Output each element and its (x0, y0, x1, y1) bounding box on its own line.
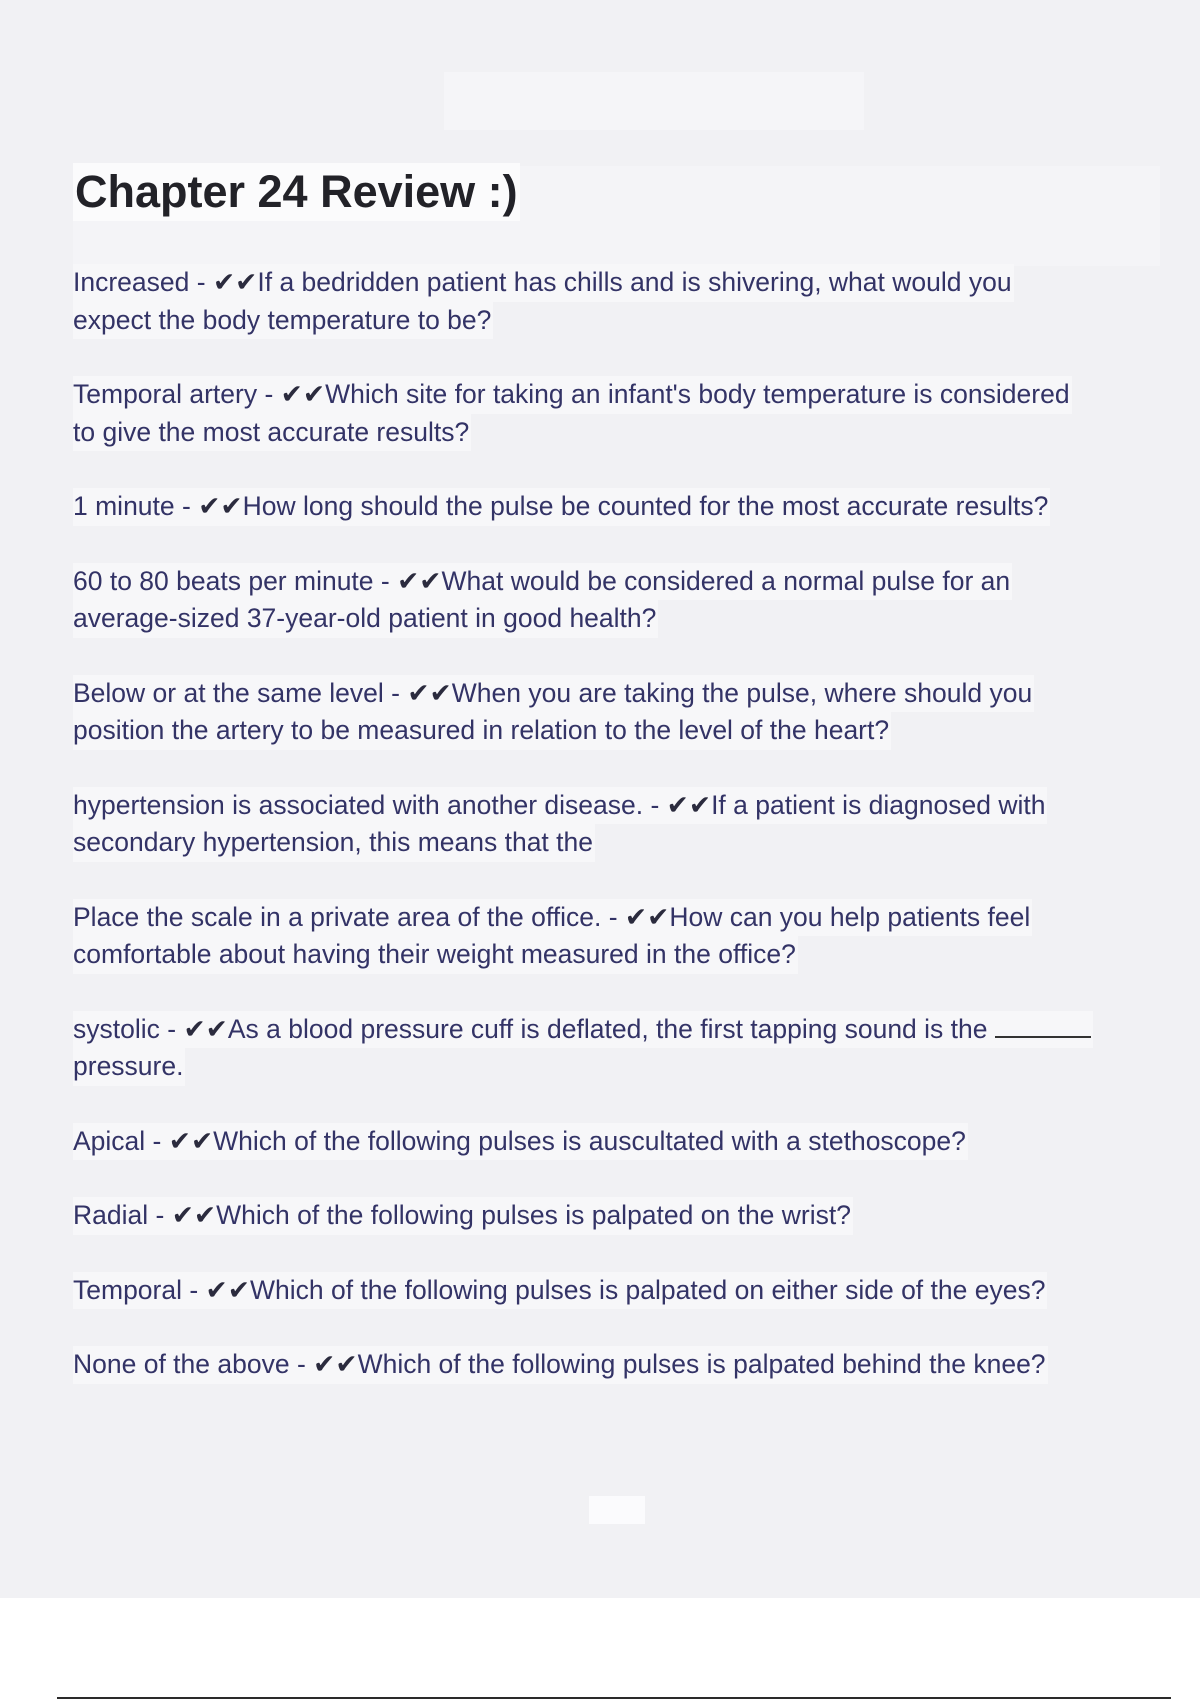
answer-text: Apical - (73, 1125, 169, 1156)
fill-in-blank (995, 1014, 1091, 1038)
qa-line (73, 675, 1034, 713)
question-text: If a bedridden patient has chills and is shivering, what would you (257, 267, 1012, 297)
question-text: When you are taking the pulse, where should you (451, 677, 1033, 708)
checkmark-icon: ✔✔ (205, 1274, 250, 1305)
qa-item (73, 1123, 1173, 1161)
header-placeholder (444, 72, 864, 130)
qa-line (73, 563, 1012, 601)
answer-text: Below or at the same level - (73, 677, 408, 708)
qa-list (73, 264, 1173, 1421)
qa-line (73, 1346, 1048, 1384)
qa-text: pressure. (73, 1051, 184, 1081)
question-text: Which of the following pulses is palpated behind the knee? (357, 1349, 1046, 1379)
qa-line (73, 302, 493, 340)
qa-line (73, 787, 1047, 825)
checkmark-icon: ✔✔ (183, 1013, 228, 1044)
qa-line (73, 414, 471, 452)
checkmark-icon: ✔✔ (198, 491, 243, 521)
qa-text: secondary hypertension, this means that the (73, 827, 593, 857)
checkmark-icon: ✔✔ (407, 677, 452, 708)
question-text: Which of the following pulses is palpated on either side of the eyes? (249, 1274, 1046, 1305)
qa-text: average-sized 37-year-old patient in good health? (73, 603, 657, 633)
qa-item (73, 675, 1173, 750)
qa-line (73, 1123, 968, 1161)
checkmark-icon: ✔✔ (212, 267, 258, 297)
qa-line (73, 936, 798, 974)
qa-line (73, 1048, 185, 1086)
answer-text: 1 minute - (73, 491, 199, 521)
checkmark-icon: ✔✔ (666, 789, 712, 820)
qa-line (73, 376, 1072, 414)
checkmark-icon: ✔✔ (397, 565, 442, 596)
qa-line (73, 712, 891, 750)
qa-line (73, 824, 595, 862)
qa-item (73, 787, 1173, 862)
page-number-box (589, 1496, 645, 1524)
qa-item (73, 899, 1173, 974)
qa-line (73, 264, 1014, 302)
qa-item (73, 1346, 1173, 1384)
qa-line (73, 1197, 853, 1235)
question-text: If a patient is diagnosed with (711, 789, 1046, 820)
question-text: Which of the following pulses is auscultated with a stethoscope? (213, 1125, 966, 1156)
question-text: How long should the pulse be counted for the most accurate results? (242, 491, 1049, 521)
checkmark-icon: ✔✔ (171, 1200, 217, 1230)
qa-text: expect the body temperature to be? (73, 304, 492, 335)
question-text: How can you help patients feel (669, 901, 1031, 932)
qa-item (73, 563, 1173, 638)
qa-text: comfortable about having their weight measured in the office? (73, 939, 796, 969)
question-text: Which site for taking an infant's body temperature is considered (325, 379, 1070, 409)
qa-item (73, 1197, 1173, 1235)
checkmark-icon: ✔✔ (280, 379, 326, 409)
footer-divider (57, 1697, 1171, 1699)
qa-item (73, 488, 1173, 526)
answer-text: None of the above - (73, 1349, 314, 1379)
qa-line (73, 1011, 1093, 1049)
question-text: Which of the following pulses is palpated on the wrist? (216, 1200, 851, 1230)
qa-text: position the artery to be measured in relation to the level of the heart? (73, 715, 890, 745)
qa-item (73, 376, 1173, 451)
answer-text: Radial - (73, 1200, 172, 1230)
qa-line (73, 899, 1032, 937)
document-title: Chapter 24 Review :) (73, 163, 520, 221)
answer-text: Temporal artery - (73, 379, 281, 409)
answer-text: Temporal - (73, 1274, 206, 1305)
question-text: As a blood pressure cuff is deflated, the first tapping sound is the (227, 1013, 995, 1044)
qa-item (73, 264, 1173, 339)
answer-text: 60 to 80 beats per minute - (73, 565, 398, 596)
qa-item (73, 1272, 1173, 1310)
qa-text: to give the most accurate results? (73, 416, 470, 447)
qa-line (73, 1272, 1047, 1310)
qa-line (73, 600, 658, 638)
qa-line (73, 488, 1050, 526)
answer-text: systolic - (73, 1013, 184, 1044)
answer-text: Place the scale in a private area of the office. - (73, 901, 625, 932)
checkmark-icon: ✔✔ (624, 901, 670, 932)
qa-item (73, 1011, 1173, 1086)
answer-text: hypertension is associated with another disease. - (73, 789, 667, 820)
checkmark-icon: ✔✔ (313, 1349, 358, 1379)
answer-text: Increased - (73, 267, 213, 297)
checkmark-icon: ✔✔ (168, 1125, 214, 1156)
question-text: What would be considered a normal pulse for an (441, 565, 1011, 596)
